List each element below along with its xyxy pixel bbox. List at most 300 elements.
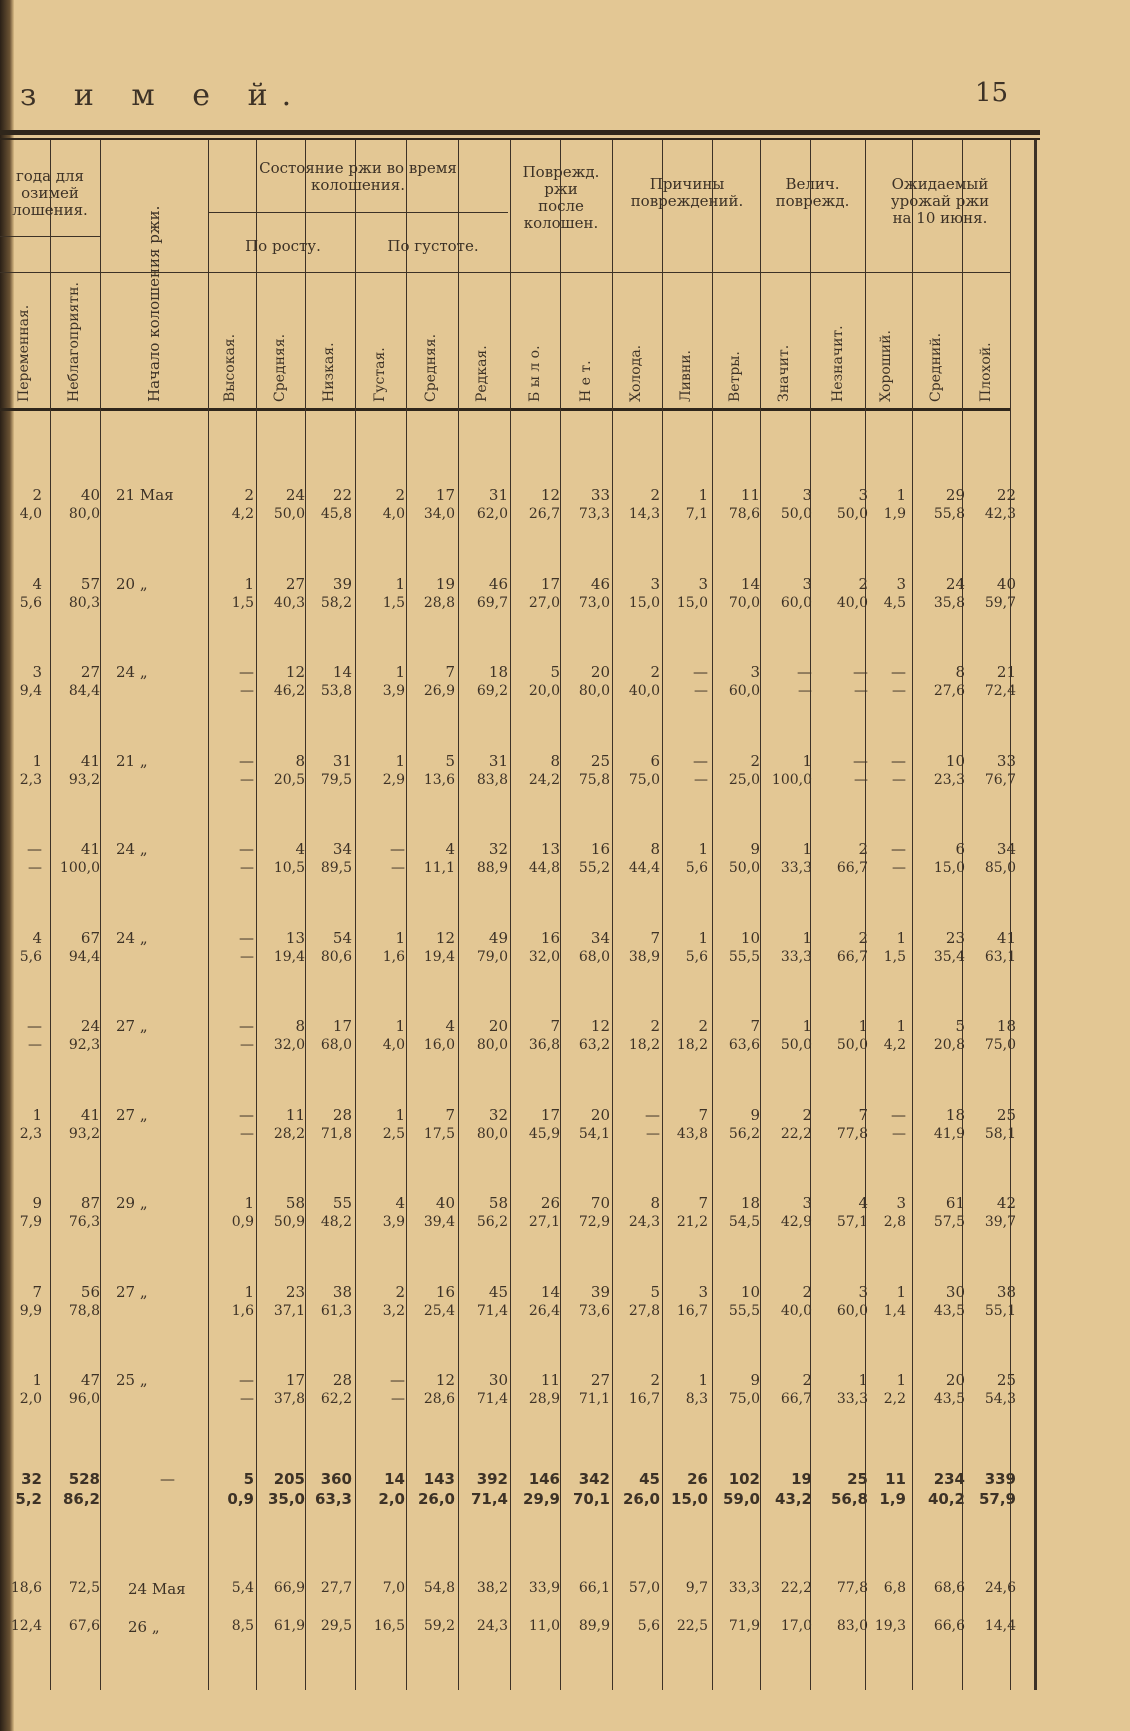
row-percent: 4,0 xyxy=(382,506,405,522)
row-date: 25 „ xyxy=(116,1371,148,1389)
row-value: 1 xyxy=(858,1371,868,1389)
prev-year-percent: 33,3 xyxy=(728,1580,760,1596)
row-value: 18 xyxy=(996,1017,1016,1035)
header-horoshiy: Хороший. xyxy=(878,330,894,402)
header-po-rostu: По росту. xyxy=(245,237,321,255)
row-value: 41 xyxy=(80,840,100,858)
row-percent: 50,0 xyxy=(836,506,868,522)
total-value: 26 xyxy=(687,1470,708,1488)
total-value: 143 xyxy=(423,1470,455,1488)
row-value: — xyxy=(853,752,868,770)
row-percent: 54,3 xyxy=(984,1391,1016,1407)
row-value: 70 xyxy=(590,1194,610,1212)
column-divider xyxy=(912,140,913,1690)
column-divider xyxy=(406,140,407,1690)
prev-year-percent: 5,6 xyxy=(637,1618,660,1634)
total-percent: 2,0 xyxy=(378,1490,405,1508)
row-value: 42 xyxy=(996,1194,1016,1212)
header-gustaya: Густая. xyxy=(372,347,388,402)
total-value: 339 xyxy=(984,1470,1016,1488)
row-value: 28 xyxy=(332,1106,352,1124)
row-percent: 39,7 xyxy=(984,1214,1016,1230)
row-percent: 11,1 xyxy=(423,860,455,876)
row-value: 27 xyxy=(590,1371,610,1389)
row-percent: 63,1 xyxy=(984,949,1016,965)
prev-year-date: 26 „ xyxy=(128,1618,160,1636)
row-percent: 36,8 xyxy=(528,1037,560,1053)
row-value: 7 xyxy=(750,1017,760,1035)
prev-year-percent: 9,7 xyxy=(685,1580,708,1596)
row-value: 10 xyxy=(740,1283,760,1301)
row-value: 3 xyxy=(750,663,760,681)
total-percent: 5,2 xyxy=(15,1490,42,1508)
row-value: 1 xyxy=(858,1017,868,1035)
row-value: 26 xyxy=(540,1194,560,1212)
row-percent: 50,0 xyxy=(273,506,305,522)
row-value: 61 xyxy=(945,1194,965,1212)
column-divider xyxy=(100,140,101,1690)
row-value: 6 xyxy=(650,752,660,770)
row-percent: — xyxy=(28,1037,42,1053)
row-percent: 3,9 xyxy=(382,1214,405,1230)
header-ozhid: Ожидаемый урожай ржи на 10 июня. xyxy=(890,175,990,227)
column-divider xyxy=(760,140,761,1690)
row-value: 1 xyxy=(32,1106,42,1124)
column-divider xyxy=(560,140,561,1690)
row-percent: 76,7 xyxy=(984,772,1016,788)
row-value: 46 xyxy=(590,575,610,593)
row-percent: 0,9 xyxy=(231,1214,254,1230)
row-value: 30 xyxy=(945,1283,965,1301)
prev-year-percent: 71,9 xyxy=(728,1618,760,1634)
row-percent: 79,0 xyxy=(476,949,508,965)
row-value: 12 xyxy=(590,1017,610,1035)
column-divider xyxy=(208,140,209,1690)
column-divider xyxy=(458,140,459,1690)
row-value: 3 xyxy=(858,1283,868,1301)
row-percent: 61,3 xyxy=(320,1303,352,1319)
total-percent: 0,9 xyxy=(227,1490,254,1508)
row-value: 1 xyxy=(244,575,254,593)
row-value: 16 xyxy=(540,929,560,947)
row-percent: 70,0 xyxy=(728,595,760,611)
prev-year-percent: 14,4 xyxy=(984,1618,1016,1634)
row-percent: — xyxy=(892,860,906,876)
row-percent: 62,2 xyxy=(320,1391,352,1407)
total-percent: 59,0 xyxy=(722,1490,760,1508)
row-value: 40 xyxy=(996,575,1016,593)
row-value: 4 xyxy=(395,1194,405,1212)
row-value: — xyxy=(390,840,405,858)
row-percent: 2,8 xyxy=(883,1214,906,1230)
row-value: 13 xyxy=(285,929,305,947)
row-percent: 38,9 xyxy=(628,949,660,965)
row-value: 1 xyxy=(802,752,812,770)
total-percent: 56,8 xyxy=(830,1490,868,1508)
row-percent: 5,6 xyxy=(685,860,708,876)
row-value: 19 xyxy=(435,575,455,593)
row-value: 28 xyxy=(332,1371,352,1389)
total-percent: 1,9 xyxy=(879,1490,906,1508)
row-percent: 54,1 xyxy=(578,1126,610,1142)
row-value: 8 xyxy=(650,1194,660,1212)
prev-year-percent: 6,8 xyxy=(883,1580,906,1596)
row-percent: 4,0 xyxy=(382,1037,405,1053)
row-value: 12 xyxy=(435,1371,455,1389)
total-percent: 63,3 xyxy=(314,1490,352,1508)
total-percent: 26,0 xyxy=(622,1490,660,1508)
prev-year-percent: 59,2 xyxy=(423,1618,455,1634)
row-value: 1 xyxy=(896,1283,906,1301)
row-percent: 14,3 xyxy=(628,506,660,522)
prev-year-percent: 16,5 xyxy=(373,1618,405,1634)
row-value: 27 xyxy=(285,575,305,593)
prev-year-percent: 77,8 xyxy=(836,1580,868,1596)
header-srednyaya-rost: Средняя. xyxy=(272,333,288,402)
row-percent: — xyxy=(892,683,906,699)
row-percent: 73,3 xyxy=(578,506,610,522)
prev-year-percent: 5,4 xyxy=(231,1580,254,1596)
row-percent: 9,4 xyxy=(19,683,42,699)
row-percent: 80,6 xyxy=(320,949,352,965)
row-percent: 40,0 xyxy=(836,595,868,611)
row-percent: — xyxy=(240,949,254,965)
row-value: 3 xyxy=(698,1283,708,1301)
row-date: 29 „ xyxy=(116,1194,148,1212)
row-percent: 15,0 xyxy=(933,860,965,876)
row-percent: 60,0 xyxy=(780,595,812,611)
row-percent: 1,6 xyxy=(231,1303,254,1319)
row-value: 39 xyxy=(590,1283,610,1301)
row-value: 55 xyxy=(332,1194,352,1212)
row-value: 8 xyxy=(650,840,660,858)
row-percent: 10,5 xyxy=(273,860,305,876)
row-percent: 28,2 xyxy=(273,1126,305,1142)
row-value: — xyxy=(239,929,254,947)
row-percent: 55,5 xyxy=(728,949,760,965)
row-percent: 13,6 xyxy=(423,772,455,788)
row-value: 4 xyxy=(858,1194,868,1212)
row-value: 39 xyxy=(332,575,352,593)
row-percent: 55,8 xyxy=(933,506,965,522)
row-percent: 25,4 xyxy=(423,1303,455,1319)
prev-year-percent: 22,5 xyxy=(676,1618,708,1634)
prev-year-percent: 8,5 xyxy=(231,1618,254,1634)
header-vysokaya: Высокая. xyxy=(222,333,238,402)
header-bylo: Б ы л о. xyxy=(527,345,543,402)
row-value: 1 xyxy=(802,840,812,858)
row-percent: 75,8 xyxy=(578,772,610,788)
row-value: 16 xyxy=(435,1283,455,1301)
row-value: 14 xyxy=(540,1283,560,1301)
row-value: 1 xyxy=(896,929,906,947)
row-value: 1 xyxy=(244,1283,254,1301)
row-value: — xyxy=(853,663,868,681)
row-value: 4 xyxy=(445,840,455,858)
row-value: 2 xyxy=(395,1283,405,1301)
total-value: 360 xyxy=(320,1470,352,1488)
row-value: 20 xyxy=(590,1106,610,1124)
header-holoda: Холода. xyxy=(628,344,644,402)
row-percent: 100,0 xyxy=(771,772,812,788)
prev-year-percent: 24,6 xyxy=(984,1580,1016,1596)
header-bottom-rule xyxy=(0,408,1010,411)
row-value: 12 xyxy=(435,929,455,947)
row-value: 1 xyxy=(698,486,708,504)
row-value: 1 xyxy=(395,1106,405,1124)
row-percent: 27,1 xyxy=(528,1214,560,1230)
row-percent: 1,5 xyxy=(231,595,254,611)
header-nachalo: Начало колошения ржи. xyxy=(145,205,163,402)
row-value: 3 xyxy=(896,1194,906,1212)
row-value: 34 xyxy=(332,840,352,858)
row-percent: 26,9 xyxy=(423,683,455,699)
row-percent: 88,9 xyxy=(476,860,508,876)
row-value: 33 xyxy=(996,752,1016,770)
row-value: 3 xyxy=(896,575,906,593)
row-value: — xyxy=(239,1371,254,1389)
total-value: 205 xyxy=(273,1470,305,1488)
row-value: 2 xyxy=(650,1017,660,1035)
row-value: 32 xyxy=(488,840,508,858)
row-date: 24 „ xyxy=(116,929,148,947)
total-value: 392 xyxy=(476,1470,508,1488)
page-heading: з и м е й. xyxy=(20,78,306,113)
prev-year-percent: 17,0 xyxy=(780,1618,812,1634)
header-neblagopriyatn: Неблагоприятн. xyxy=(66,282,82,402)
row-value: 25 xyxy=(590,752,610,770)
row-date: 27 „ xyxy=(116,1106,148,1124)
total-value: 5 xyxy=(243,1470,254,1488)
row-value: 38 xyxy=(332,1283,352,1301)
row-date: 24 „ xyxy=(116,663,148,681)
row-value: 3 xyxy=(650,575,660,593)
row-percent: 50,0 xyxy=(836,1037,868,1053)
column-divider xyxy=(510,140,511,1690)
prev-year-percent: 7,0 xyxy=(382,1580,405,1596)
row-percent: 24,3 xyxy=(628,1214,660,1230)
row-percent: 33,3 xyxy=(780,860,812,876)
row-value: 9 xyxy=(32,1194,42,1212)
row-value: 12 xyxy=(540,486,560,504)
row-percent: 75,0 xyxy=(628,772,660,788)
row-percent: 100,0 xyxy=(59,860,100,876)
row-value: 4 xyxy=(32,575,42,593)
row-percent: 2,2 xyxy=(883,1391,906,1407)
row-percent: — xyxy=(28,860,42,876)
row-value: 8 xyxy=(550,752,560,770)
row-percent: 43,5 xyxy=(933,1391,965,1407)
row-percent: 92,3 xyxy=(68,1037,100,1053)
row-percent: 44,8 xyxy=(528,860,560,876)
total-value: 14 xyxy=(384,1470,405,1488)
row-percent: — xyxy=(240,683,254,699)
row-date: 21 „ xyxy=(116,752,148,770)
row-percent: 89,5 xyxy=(320,860,352,876)
row-value: 24 xyxy=(285,486,305,504)
prev-year-percent: 22,2 xyxy=(780,1580,812,1596)
row-percent: 94,4 xyxy=(68,949,100,965)
row-percent: 50,0 xyxy=(780,506,812,522)
row-value: 17 xyxy=(435,486,455,504)
row-value: 58 xyxy=(488,1194,508,1212)
row-value: 57 xyxy=(80,575,100,593)
prev-year-percent: 66,6 xyxy=(933,1618,965,1634)
row-percent: 33,3 xyxy=(780,949,812,965)
row-percent: 71,4 xyxy=(476,1303,508,1319)
prev-year-percent: 89,9 xyxy=(578,1618,610,1634)
row-value: 24 xyxy=(80,1017,100,1035)
row-value: 18 xyxy=(945,1106,965,1124)
header-nizkaya: Низкая. xyxy=(321,342,337,402)
header-vetry: Ветры. xyxy=(727,351,743,402)
column-divider xyxy=(712,140,713,1690)
prev-year-percent: 54,8 xyxy=(423,1580,455,1596)
row-percent: 83,8 xyxy=(476,772,508,788)
row-value: 1 xyxy=(698,1371,708,1389)
header-neznachit: Незначит. xyxy=(830,325,846,402)
row-value: 2 xyxy=(395,486,405,504)
row-percent: 71,8 xyxy=(320,1126,352,1142)
row-value: 9 xyxy=(750,1371,760,1389)
row-percent: 44,4 xyxy=(628,860,660,876)
row-percent: 57,1 xyxy=(836,1214,868,1230)
row-date: 21 Мая xyxy=(116,486,174,504)
row-percent: 37,1 xyxy=(273,1303,305,1319)
row-value: 7 xyxy=(32,1283,42,1301)
row-value: 1 xyxy=(698,840,708,858)
row-date: 27 „ xyxy=(116,1283,148,1301)
row-value: 3 xyxy=(802,575,812,593)
row-value: 21 xyxy=(996,663,1016,681)
row-percent: 27,6 xyxy=(933,683,965,699)
column-divider xyxy=(256,140,257,1690)
prev-year-percent: 27,7 xyxy=(320,1580,352,1596)
row-percent: 66,7 xyxy=(836,860,868,876)
row-value: 2 xyxy=(858,929,868,947)
row-percent: 34,0 xyxy=(423,506,455,522)
row-percent: 3,9 xyxy=(382,683,405,699)
row-value: 17 xyxy=(540,575,560,593)
row-percent: 1,5 xyxy=(883,949,906,965)
total-value: 25 xyxy=(847,1470,868,1488)
row-value: 3 xyxy=(802,486,812,504)
row-percent: 63,6 xyxy=(728,1037,760,1053)
row-value: 32 xyxy=(488,1106,508,1124)
row-percent: — xyxy=(240,860,254,876)
row-value: 27 xyxy=(80,663,100,681)
row-percent: 16,0 xyxy=(423,1037,455,1053)
row-percent: 40,0 xyxy=(628,683,660,699)
row-value: 17 xyxy=(332,1017,352,1035)
row-value: 46 xyxy=(488,575,508,593)
row-percent: 37,8 xyxy=(273,1391,305,1407)
column-divider xyxy=(50,140,51,1690)
row-value: 2 xyxy=(802,1371,812,1389)
row-percent: 93,2 xyxy=(68,1126,100,1142)
row-value: 20 xyxy=(945,1371,965,1389)
row-value: 12 xyxy=(285,663,305,681)
row-percent: 69,7 xyxy=(476,595,508,611)
row-percent: 80,0 xyxy=(476,1126,508,1142)
header-partial-group: года для озимей лошения. xyxy=(12,167,88,219)
prev-year-percent: 11,0 xyxy=(528,1618,560,1634)
row-value: 2 xyxy=(698,1017,708,1035)
prev-year-percent: 38,2 xyxy=(476,1580,508,1596)
header-sostoyanie: Состояние ржи во время колошения. xyxy=(259,159,457,194)
row-value: — xyxy=(891,840,906,858)
row-date: 27 „ xyxy=(116,1017,148,1035)
row-percent: 80,3 xyxy=(68,595,100,611)
row-value: 49 xyxy=(488,929,508,947)
row-value: 1 xyxy=(802,1017,812,1035)
row-value: 3 xyxy=(858,486,868,504)
row-value: 33 xyxy=(590,486,610,504)
row-percent: 20,0 xyxy=(528,683,560,699)
row-value: 1 xyxy=(698,929,708,947)
row-value: 38 xyxy=(996,1283,1016,1301)
row-value: 7 xyxy=(550,1017,560,1035)
row-value: 47 xyxy=(80,1371,100,1389)
row-percent: 23,3 xyxy=(933,772,965,788)
total-percent: 29,9 xyxy=(522,1490,560,1508)
row-percent: — xyxy=(391,860,405,876)
row-value: 3 xyxy=(32,663,42,681)
row-value: 6 xyxy=(955,840,965,858)
row-value: 23 xyxy=(285,1283,305,1301)
row-percent: 73,6 xyxy=(578,1303,610,1319)
header-redkaya: Редкая. xyxy=(474,345,490,402)
header-divider xyxy=(0,236,100,237)
row-value: 29 xyxy=(945,486,965,504)
row-percent: 8,3 xyxy=(685,1391,708,1407)
total-percent: 70,1 xyxy=(572,1490,610,1508)
row-percent: 25,0 xyxy=(728,772,760,788)
row-percent: 56,2 xyxy=(728,1126,760,1142)
row-value: 1 xyxy=(395,1017,405,1035)
total-percent: 15,0 xyxy=(670,1490,708,1508)
row-value: 25 xyxy=(996,1371,1016,1389)
row-percent: 69,2 xyxy=(476,683,508,699)
row-percent: 58,1 xyxy=(984,1126,1016,1142)
row-value: 25 xyxy=(996,1106,1016,1124)
total-value: 45 xyxy=(639,1470,660,1488)
row-percent: 40,0 xyxy=(780,1303,812,1319)
row-value: 22 xyxy=(996,486,1016,504)
total-percent: 43,2 xyxy=(774,1490,812,1508)
row-percent: 3,2 xyxy=(382,1303,405,1319)
prev-year-percent: 12,4 xyxy=(10,1618,42,1634)
row-percent: 57,5 xyxy=(933,1214,965,1230)
row-value: 1 xyxy=(802,929,812,947)
row-percent: 32,0 xyxy=(273,1037,305,1053)
row-percent: 85,0 xyxy=(984,860,1016,876)
row-percent: 45,8 xyxy=(320,506,352,522)
row-percent: — xyxy=(854,772,868,788)
row-percent: 28,9 xyxy=(528,1391,560,1407)
row-value: 87 xyxy=(80,1194,100,1212)
row-percent: 72,9 xyxy=(578,1214,610,1230)
column-divider xyxy=(612,140,613,1690)
row-value: — xyxy=(645,1106,660,1124)
row-value: 1 xyxy=(244,1194,254,1212)
row-value: 8 xyxy=(955,663,965,681)
column-divider xyxy=(355,140,356,1690)
row-percent: 20,8 xyxy=(933,1037,965,1053)
row-percent: 24,2 xyxy=(528,772,560,788)
row-value: — xyxy=(693,663,708,681)
row-value: 2 xyxy=(802,1106,812,1124)
